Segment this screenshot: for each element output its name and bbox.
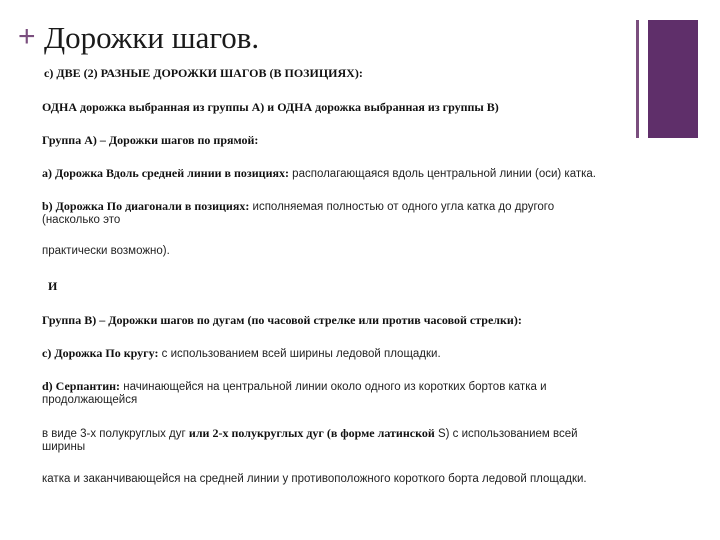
line-d-label: d) Серпантин: [42, 379, 121, 393]
line-c-path-text: с использованием всей ширины ледовой площадки. [158, 348, 441, 360]
line-a [42, 166, 596, 182]
line-b-continued: (насколько это [42, 214, 121, 226]
accent-bar-thin [636, 20, 639, 138]
line-one-path: ОДНА дорожка выбранная из группы А) и ОДНА дорожка выбранная из группы В) [42, 100, 499, 114]
line-view [42, 426, 578, 442]
line-d-text: начинающейся на центральной линии около одного из коротких бортов катка и [120, 381, 547, 393]
line-view-text-2: S) с использованием всей [434, 428, 578, 440]
line-b-practical: практически возможно). [42, 245, 170, 257]
line-c-path [42, 346, 441, 362]
line-a-text: располагающаяся вдоль центральной линии (оси) катка. [288, 168, 596, 180]
line-b-label: b) Дорожка По диагонали в позициях: [42, 199, 250, 213]
line-c-path-label: c) Дорожка По кругу: [42, 346, 159, 360]
line-d-continued: продолжающейся [42, 394, 138, 406]
line-last: катка и заканчивающейся на средней линии у противоположного короткого борта ледовой площадки. [42, 473, 587, 485]
slide-title: Дорожки шагов. [44, 20, 260, 55]
line-view-continued: ширины [42, 441, 86, 453]
line-group-a: Группа А) – Дорожки шагов по прямой: [42, 133, 259, 147]
accent-bar-thick [648, 20, 698, 138]
line-a-label: а) Дорожка Вдоль средней линии в позициях: [42, 166, 289, 180]
line-view-text-1: в виде 3-х полукруглых дуг [42, 428, 189, 440]
line-group-b: Группа В) – Дорожки шагов по дугам (по часовой стрелке или против часовой стрелки): [42, 313, 522, 327]
line-and: И [48, 279, 58, 293]
line-view-label: или 2-х полукруглых дуг (в форме латинской [188, 426, 435, 440]
line-b-text: исполняемая полностью от одного угла катка до другого [249, 201, 555, 213]
line-c-heading: c) ДВЕ (2) РАЗНЫЕ ДОРОЖКИ ШАГОВ (В ПОЗИЦИЯХ): [44, 66, 363, 80]
plus-icon: + [18, 20, 36, 53]
